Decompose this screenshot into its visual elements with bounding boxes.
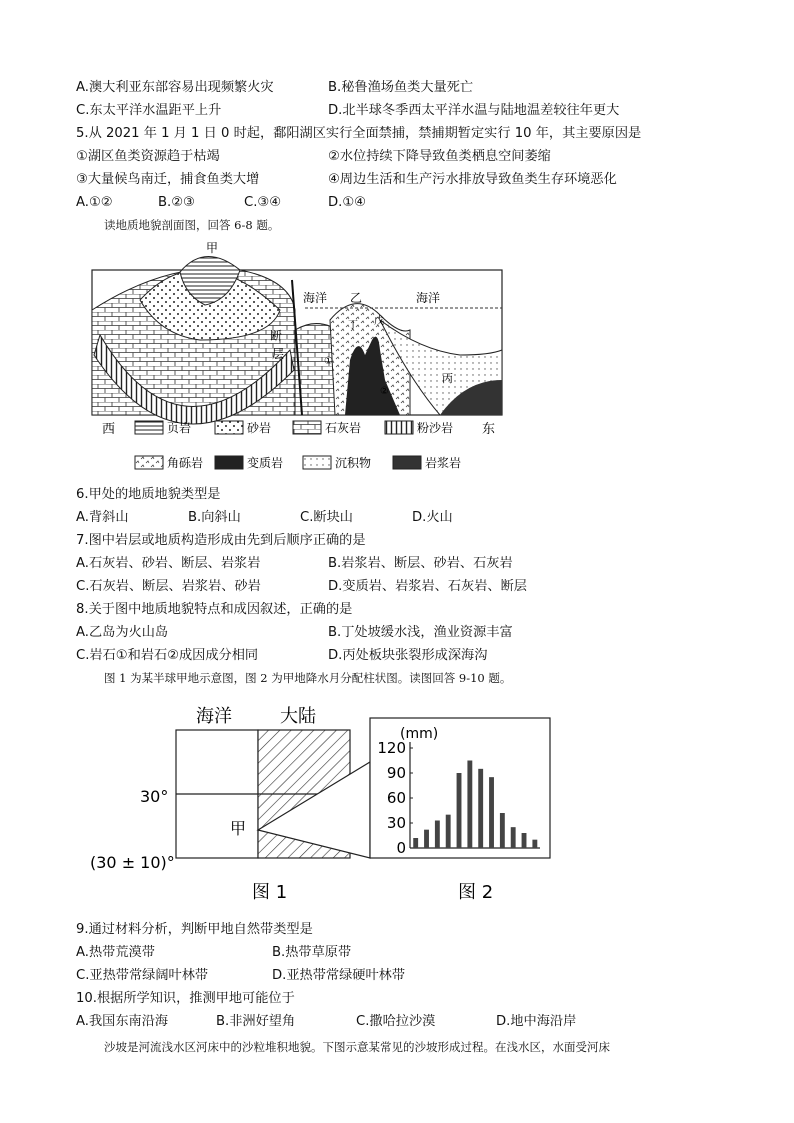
chart-ylabel: (mm)	[400, 726, 439, 742]
fig1-ocean-label: 海洋	[196, 706, 232, 727]
q8-option-a: A.乙岛为火山岛	[76, 625, 169, 640]
q8-stem: 8.关于图中地质地貌特点和成因叙述，正确的是	[76, 602, 353, 617]
legend-magma: 岩浆岩	[425, 456, 462, 470]
legend-sandstone: 砂岩	[247, 421, 272, 435]
legend-sediment: 沉积物	[335, 456, 372, 470]
q4-option-a: A.澳大利亚东部容易出现频繁火灾	[76, 80, 274, 95]
q5-statement-3: ③大量候鸟南迁，捕食鱼类大增	[76, 172, 260, 187]
q4-option-b: B.秘鲁渔场鱼类大量死亡	[328, 80, 474, 95]
q8-option-d: D.丙处板块张裂形成深海沟	[328, 648, 488, 663]
q5-statement-4: ④周边生活和生产污水排放导致鱼类生存环境恶化	[328, 172, 617, 187]
q7-option-a: A.石灰岩、砂岩、断层、岩浆岩	[76, 556, 261, 571]
legend-shale: 页岩	[167, 421, 192, 435]
precip-bar-month-11	[522, 833, 527, 848]
label-jia: 甲	[206, 241, 219, 255]
label-ocean-2: 海洋	[416, 291, 441, 305]
label-fault-1: 断	[270, 329, 283, 343]
q6-option-b: B.向斜山	[188, 510, 241, 525]
label-ding: 丁	[348, 320, 358, 331]
label-rock-1: ①	[324, 356, 333, 367]
fig1-point-jia: 甲	[230, 819, 247, 838]
q10-stem: 10.根据所学知识，推测甲地可能位于	[76, 991, 295, 1006]
q6-option-d: D.火山	[412, 510, 453, 525]
precip-bar-month-9	[500, 813, 505, 848]
label-east: 东	[482, 422, 496, 437]
q9-option-d: D.亚热带常绿硬叶林带	[272, 968, 406, 983]
q5-statement-1: ①湖区鱼类资源趋于枯竭	[76, 149, 220, 164]
q10-option-c: C.撒哈拉沙漠	[356, 1014, 436, 1029]
climate-figures	[80, 692, 570, 910]
precip-bar-month-1	[413, 838, 418, 848]
intro-6-8: 读地质地貌剖面图，回答 6-8 题。	[104, 218, 280, 232]
precip-bar-month-10	[511, 827, 516, 848]
q6-option-c: C.断块山	[300, 510, 353, 525]
q9-option-c: C.亚热带常绿阔叶林带	[76, 968, 209, 983]
label-bing: 丙	[442, 372, 453, 385]
q5-statement-2: ②水位持续下降导致鱼类栖息空间萎缩	[328, 149, 551, 164]
label-ocean-1: 海洋	[303, 291, 328, 305]
precip-bar-month-3	[435, 821, 440, 849]
fig1-land-label: 大陆	[280, 706, 316, 727]
intro-9-10: 图 1 为某半球甲地示意图，图 2 为甲地降水月分配柱状图。读图回答 9-10 题。	[104, 671, 512, 685]
fig1-lat-30: 30°	[140, 787, 169, 806]
q10-option-a: A.我国东南沿海	[76, 1014, 169, 1029]
q8-option-b: B.丁处坡缓水浅，渔业资源丰富	[328, 625, 513, 640]
q9-option-a: A.热带荒漠带	[76, 945, 155, 960]
legend-metamorphic: 变质岩	[247, 456, 284, 470]
label-wu: 戊	[374, 316, 384, 327]
y-tick-label: 120	[377, 739, 406, 757]
q9-option-b: B.热带草原带	[272, 945, 352, 960]
legend-siltstone: 粉沙岩	[417, 421, 454, 435]
q6-stem: 6.甲处的地质地貌类型是	[76, 487, 221, 502]
y-tick-label: 90	[386, 764, 406, 782]
legend-breccia: 角砾岩	[167, 456, 204, 470]
legend-row-1	[135, 420, 453, 435]
y-tick-label: 60	[386, 789, 406, 807]
label-rock-2: ②	[380, 386, 389, 397]
q5-stem: 5.从 2021 年 1 月 1 日 0 时起，鄱阳湖区实行全面禁捕，禁捕期暂定实行 10 年，其主要原因是	[76, 126, 642, 141]
q6-option-a: A.背斜山	[76, 510, 129, 525]
q10-option-b: B.非洲好望角	[216, 1014, 296, 1029]
precip-bar-month-6	[467, 761, 472, 849]
q5-option-c: C.③④	[244, 195, 282, 210]
precip-bar-month-7	[478, 769, 483, 848]
q7-option-c: C.石灰岩、断层、岩浆岩、砂岩	[76, 579, 261, 594]
q5-option-d: D.①④	[328, 195, 366, 210]
q10-option-d: D.地中海沿岸	[496, 1014, 577, 1029]
label-yi: 乙	[350, 291, 363, 305]
q5-option-a: A.①②	[76, 195, 113, 210]
q8-option-c: C.岩石①和岩石②成因成分相同	[76, 648, 259, 663]
legend-row-2	[135, 455, 461, 470]
q7-option-b: B.岩浆岩、断层、砂岩、石灰岩	[328, 556, 513, 571]
q4-option-d: D.北半球冬季西太平洋水温与陆地温差较往年更大	[328, 103, 620, 118]
q7-option-d: D.变质岩、岩浆岩、石灰岩、断层	[328, 579, 527, 594]
precip-bar-month-12	[532, 840, 537, 848]
geologic-cross-section	[80, 240, 540, 480]
precip-bar-month-2	[424, 830, 429, 848]
y-tick-label: 0	[396, 839, 406, 857]
precip-bar-month-8	[489, 777, 494, 848]
q4-option-c: C.东太平洋水温距平上升	[76, 103, 222, 118]
precip-bar-month-4	[446, 815, 451, 848]
label-fault-2: 层	[272, 347, 285, 361]
legend-limestone: 石灰岩	[325, 421, 362, 435]
intro-last: 沙坡是河流浅水区河床中的沙粒堆积地貌。下图示意某常见的沙坡形成过程。在浅水区，水面受河床	[104, 1040, 610, 1054]
q9-stem: 9.通过材料分析，判断甲地自然带类型是	[76, 922, 313, 937]
y-tick-label: 30	[386, 814, 406, 832]
precip-bar-month-5	[457, 773, 462, 848]
q7-stem: 7.图中岩层或地质构造形成由先到后顺序正确的是	[76, 533, 366, 548]
q5-option-b: B.②③	[158, 195, 195, 210]
fig1-caption: 图 1	[252, 882, 288, 903]
fig2-caption: 图 2	[458, 882, 494, 903]
label-west: 西	[102, 422, 116, 437]
fig1-lat-range: (30 ± 10)°	[90, 853, 175, 872]
